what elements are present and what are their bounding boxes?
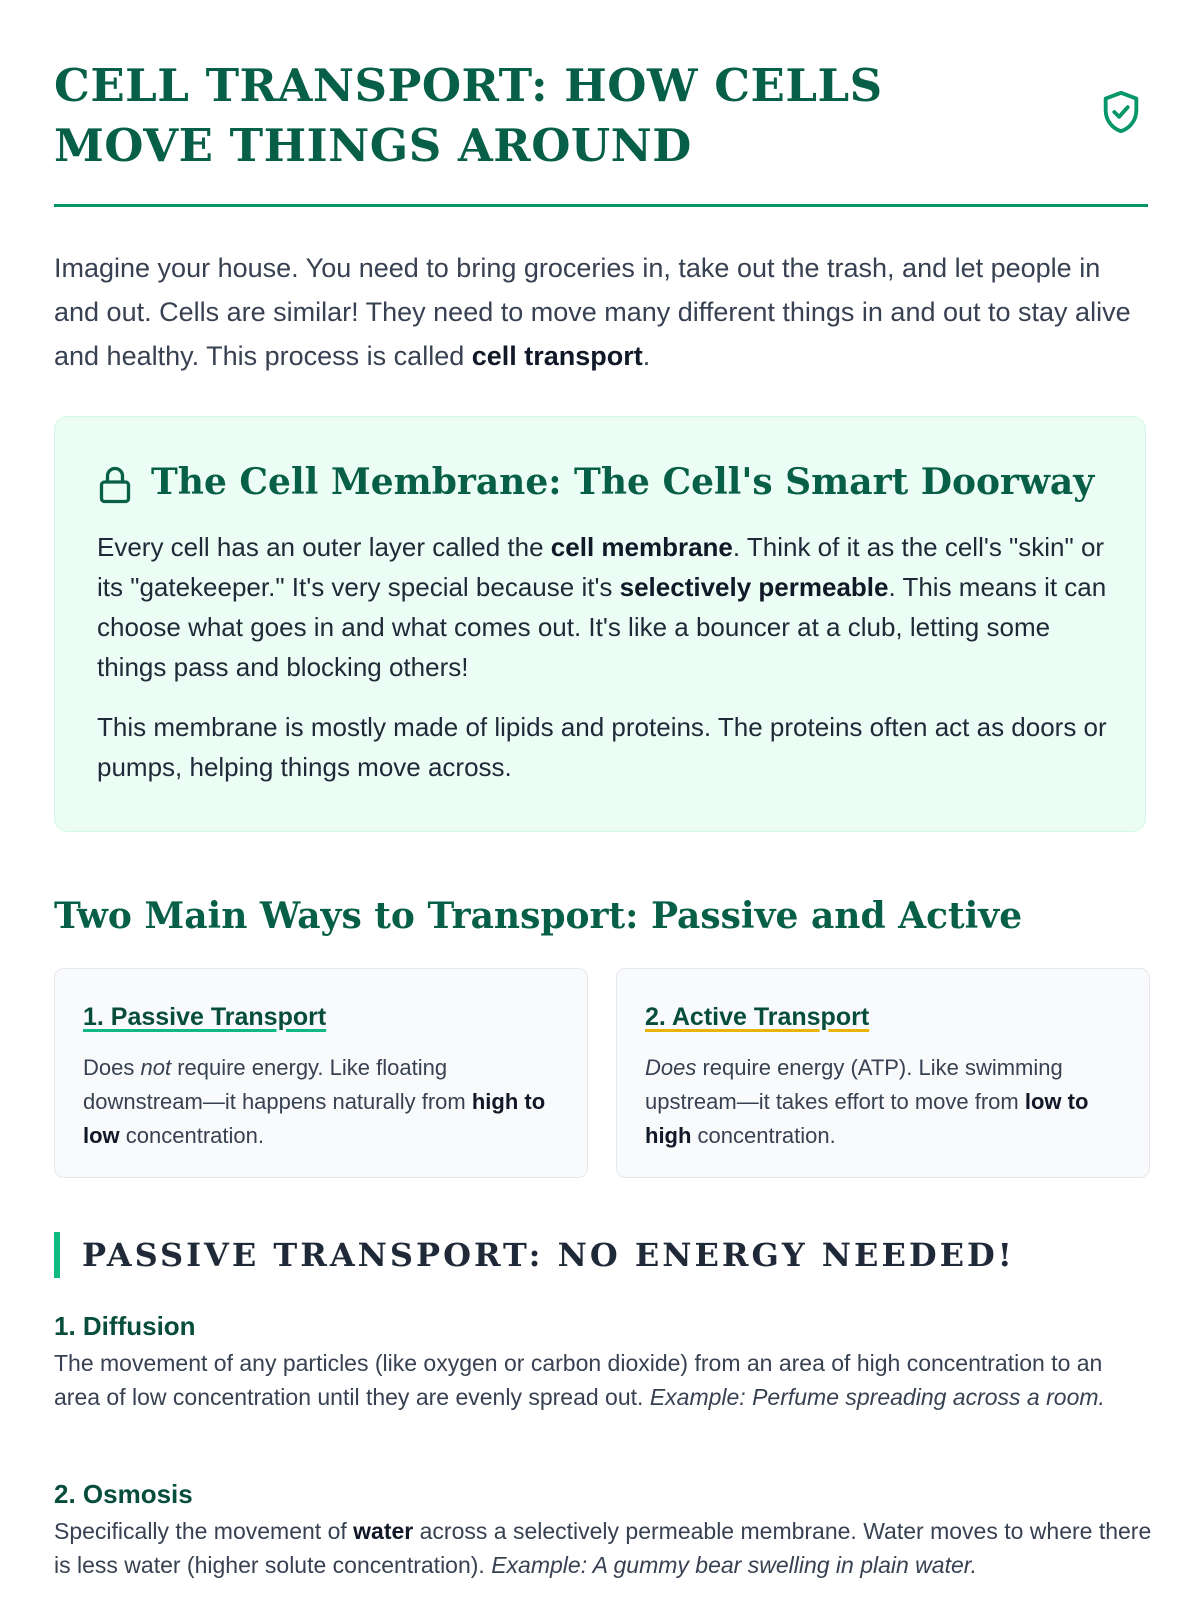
membrane-paragraph-2: This membrane is mostly made of lipids and proteins. The proteins often act as doors or pumps, helping things move across. xyxy=(97,712,1107,782)
passive-transport-card xyxy=(54,968,588,1178)
active-transport-card xyxy=(616,968,1150,1178)
active-card-text: Does require energy (ATP). Like swimming upstream—it takes effort to move from low to high concentration. xyxy=(645,1055,1089,1148)
passive-card-text: Does not require energy. Like floating downstream—it happens naturally from high to low concentration. xyxy=(83,1055,546,1148)
membrane-title: The Cell Membrane: The Cell's Smart Doorway xyxy=(151,461,1095,503)
passive-transport-heading: PASSIVE TRANSPORT: NO ENERGY NEEDED! xyxy=(54,1232,1015,1278)
page-title: CELL TRANSPORT: HOW CELLS MOVE THINGS AROUND xyxy=(54,59,883,172)
membrane-paragraph-1: Every cell has an outer layer called the cell membrane. Think of it as the cell's "skin" or its "gatekeeper." It's very special because it's selectively permeable. This means it can choose what goes in and what comes out. It's like a bouncer at a club, letting some things pass and blocking others! xyxy=(97,532,1107,682)
diffusion-title: 1. Diffusion xyxy=(54,1311,196,1341)
transport-ways-heading: Two Main Ways to Transport: Passive and Active xyxy=(54,895,1023,937)
osmosis-title: 2. Osmosis xyxy=(54,1479,193,1509)
page-header xyxy=(54,56,1148,207)
intro-paragraph: Imagine your house. You need to bring groceries in, take out the trash, and let people in and out. Cells are similar! They need to move many different things in and out to stay alive and healthy. This process is called cell transport. xyxy=(54,253,1131,371)
passive-card-title: 1. Passive Transport xyxy=(83,1003,327,1031)
lock-icon xyxy=(97,465,133,505)
active-card-title: 2. Active Transport xyxy=(645,1003,870,1031)
diffusion-text: The movement of any particles (like oxygen or carbon dioxide) from an area of high concentration to an area of low concentration until they are evenly spread out. Example: Perfume spreading across a room. xyxy=(54,1350,1105,1410)
shield-check-icon xyxy=(1098,86,1144,138)
intro-bold-term: cell transport xyxy=(471,341,643,371)
cell-membrane-callout xyxy=(54,416,1146,832)
osmosis-text: Specifically the movement of water across a selectively permeable membrane. Water moves to where there is less water (higher solute concentration). Example: A gummy bear swelling in plain water. xyxy=(54,1518,1152,1578)
